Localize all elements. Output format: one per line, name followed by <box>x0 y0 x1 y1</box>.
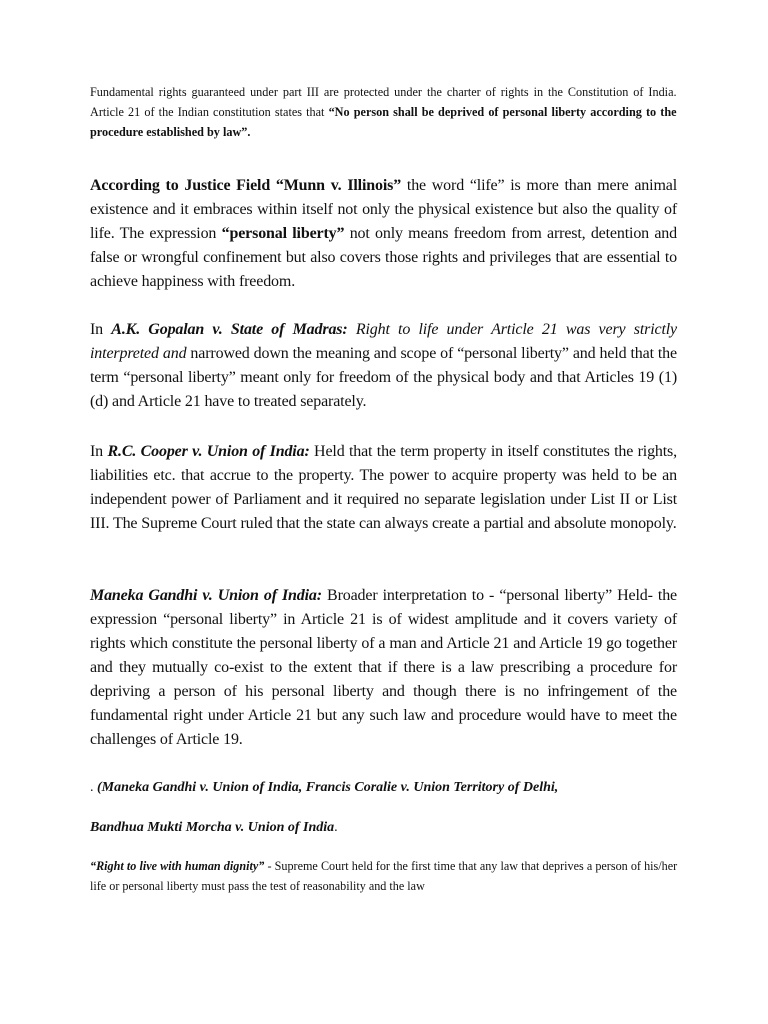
cases-prefix: . <box>90 780 97 795</box>
cooper-text: Held that the term property in itself constitutes the rights, liabilities etc. that accrue to the property. The power to acquire property was held to be an independent power of Parliament and it required no separate legislation under List II or List III. The Supreme Court ruled that the state can always create a partial and absolute monopoly. <box>90 443 677 532</box>
intro-paragraph <box>90 82 677 142</box>
munn-paragraph <box>90 174 677 294</box>
article-21-quote: “No person shall be deprived of personal liberty according to the procedure established by law”. <box>90 104 677 139</box>
gopalan-colon: : <box>342 321 348 338</box>
maneka-case-name: Maneka Gandhi v. Union of India: <box>90 587 322 604</box>
cooper-case-name: R.C. Cooper v. Union of India: <box>107 443 310 460</box>
gopalan-text: narrowed down the meaning and scope of “personal liberty” and held that the term “personal liberty” meant only for freedom of the physical body and that Articles 19 (1) (d) and Article 21 have to treated separately. <box>90 345 677 410</box>
cooper-paragraph <box>90 440 677 536</box>
munn-case-lead: According to Justice Field “Munn v. Illinois” <box>90 177 402 194</box>
munn-text-b: not only means freedom from arrest, detention and false or wrongful confinement but also covers those rights and privileges that are essential to achieve happiness with freedom. <box>90 225 677 290</box>
cases-line-1 <box>90 778 677 798</box>
cases-line-2 <box>90 818 677 838</box>
gopalan-intro: In <box>90 321 112 338</box>
cases-list-1: (Maneka Gandhi v. Union of India, Francis Coralie v. Union Territory of Delhi, <box>97 780 559 795</box>
munn-text-a: the word “life” is more than mere animal existence and it embraces within itself not only the physical existence but also the quality of life. The expression <box>90 177 677 242</box>
gopalan-paragraph <box>90 318 677 414</box>
maneka-paragraph <box>90 584 677 752</box>
gopalan-italic-text: Right to life under Article 21 was very strictly interpreted and <box>90 321 677 362</box>
dignity-paragraph <box>90 856 677 896</box>
intro-text: Fundamental rights guaranteed under part III are protected under the charter of rights in the Constitution of India. Article 21 of the Indian constitution states that <box>90 84 677 119</box>
dignity-lead: “Right to live with human dignity” <box>90 858 265 873</box>
maneka-text: Broader interpretation to - “personal liberty” Held- the expression “personal liberty” in Article 21 is of widest amplitude and it covers variety of rights which constitute the personal liberty of a man and Article 21 and Article 19 go together and they mutually co-exist to the extent that if there is a law prescribing a procedure for depriving a person of his personal liberty and though there is no infringement of the fundamental right under Article 21 but any such law and procedure would have to meet the challenges of Article 19. <box>90 587 677 748</box>
cases-suffix: . <box>334 820 338 835</box>
cases-list-2: Bandhua Mukti Morcha v. Union of India <box>90 820 335 835</box>
cooper-intro: In <box>90 443 108 460</box>
gopalan-case-name: A.K. Gopalan v. State of Madras <box>111 321 343 338</box>
dignity-text: - Supreme Court held for the first time that any law that deprives a person of his/her life or personal liberty must pass the test of reasonability and the law <box>90 858 678 893</box>
personal-liberty-term: “personal liberty” <box>221 225 345 242</box>
